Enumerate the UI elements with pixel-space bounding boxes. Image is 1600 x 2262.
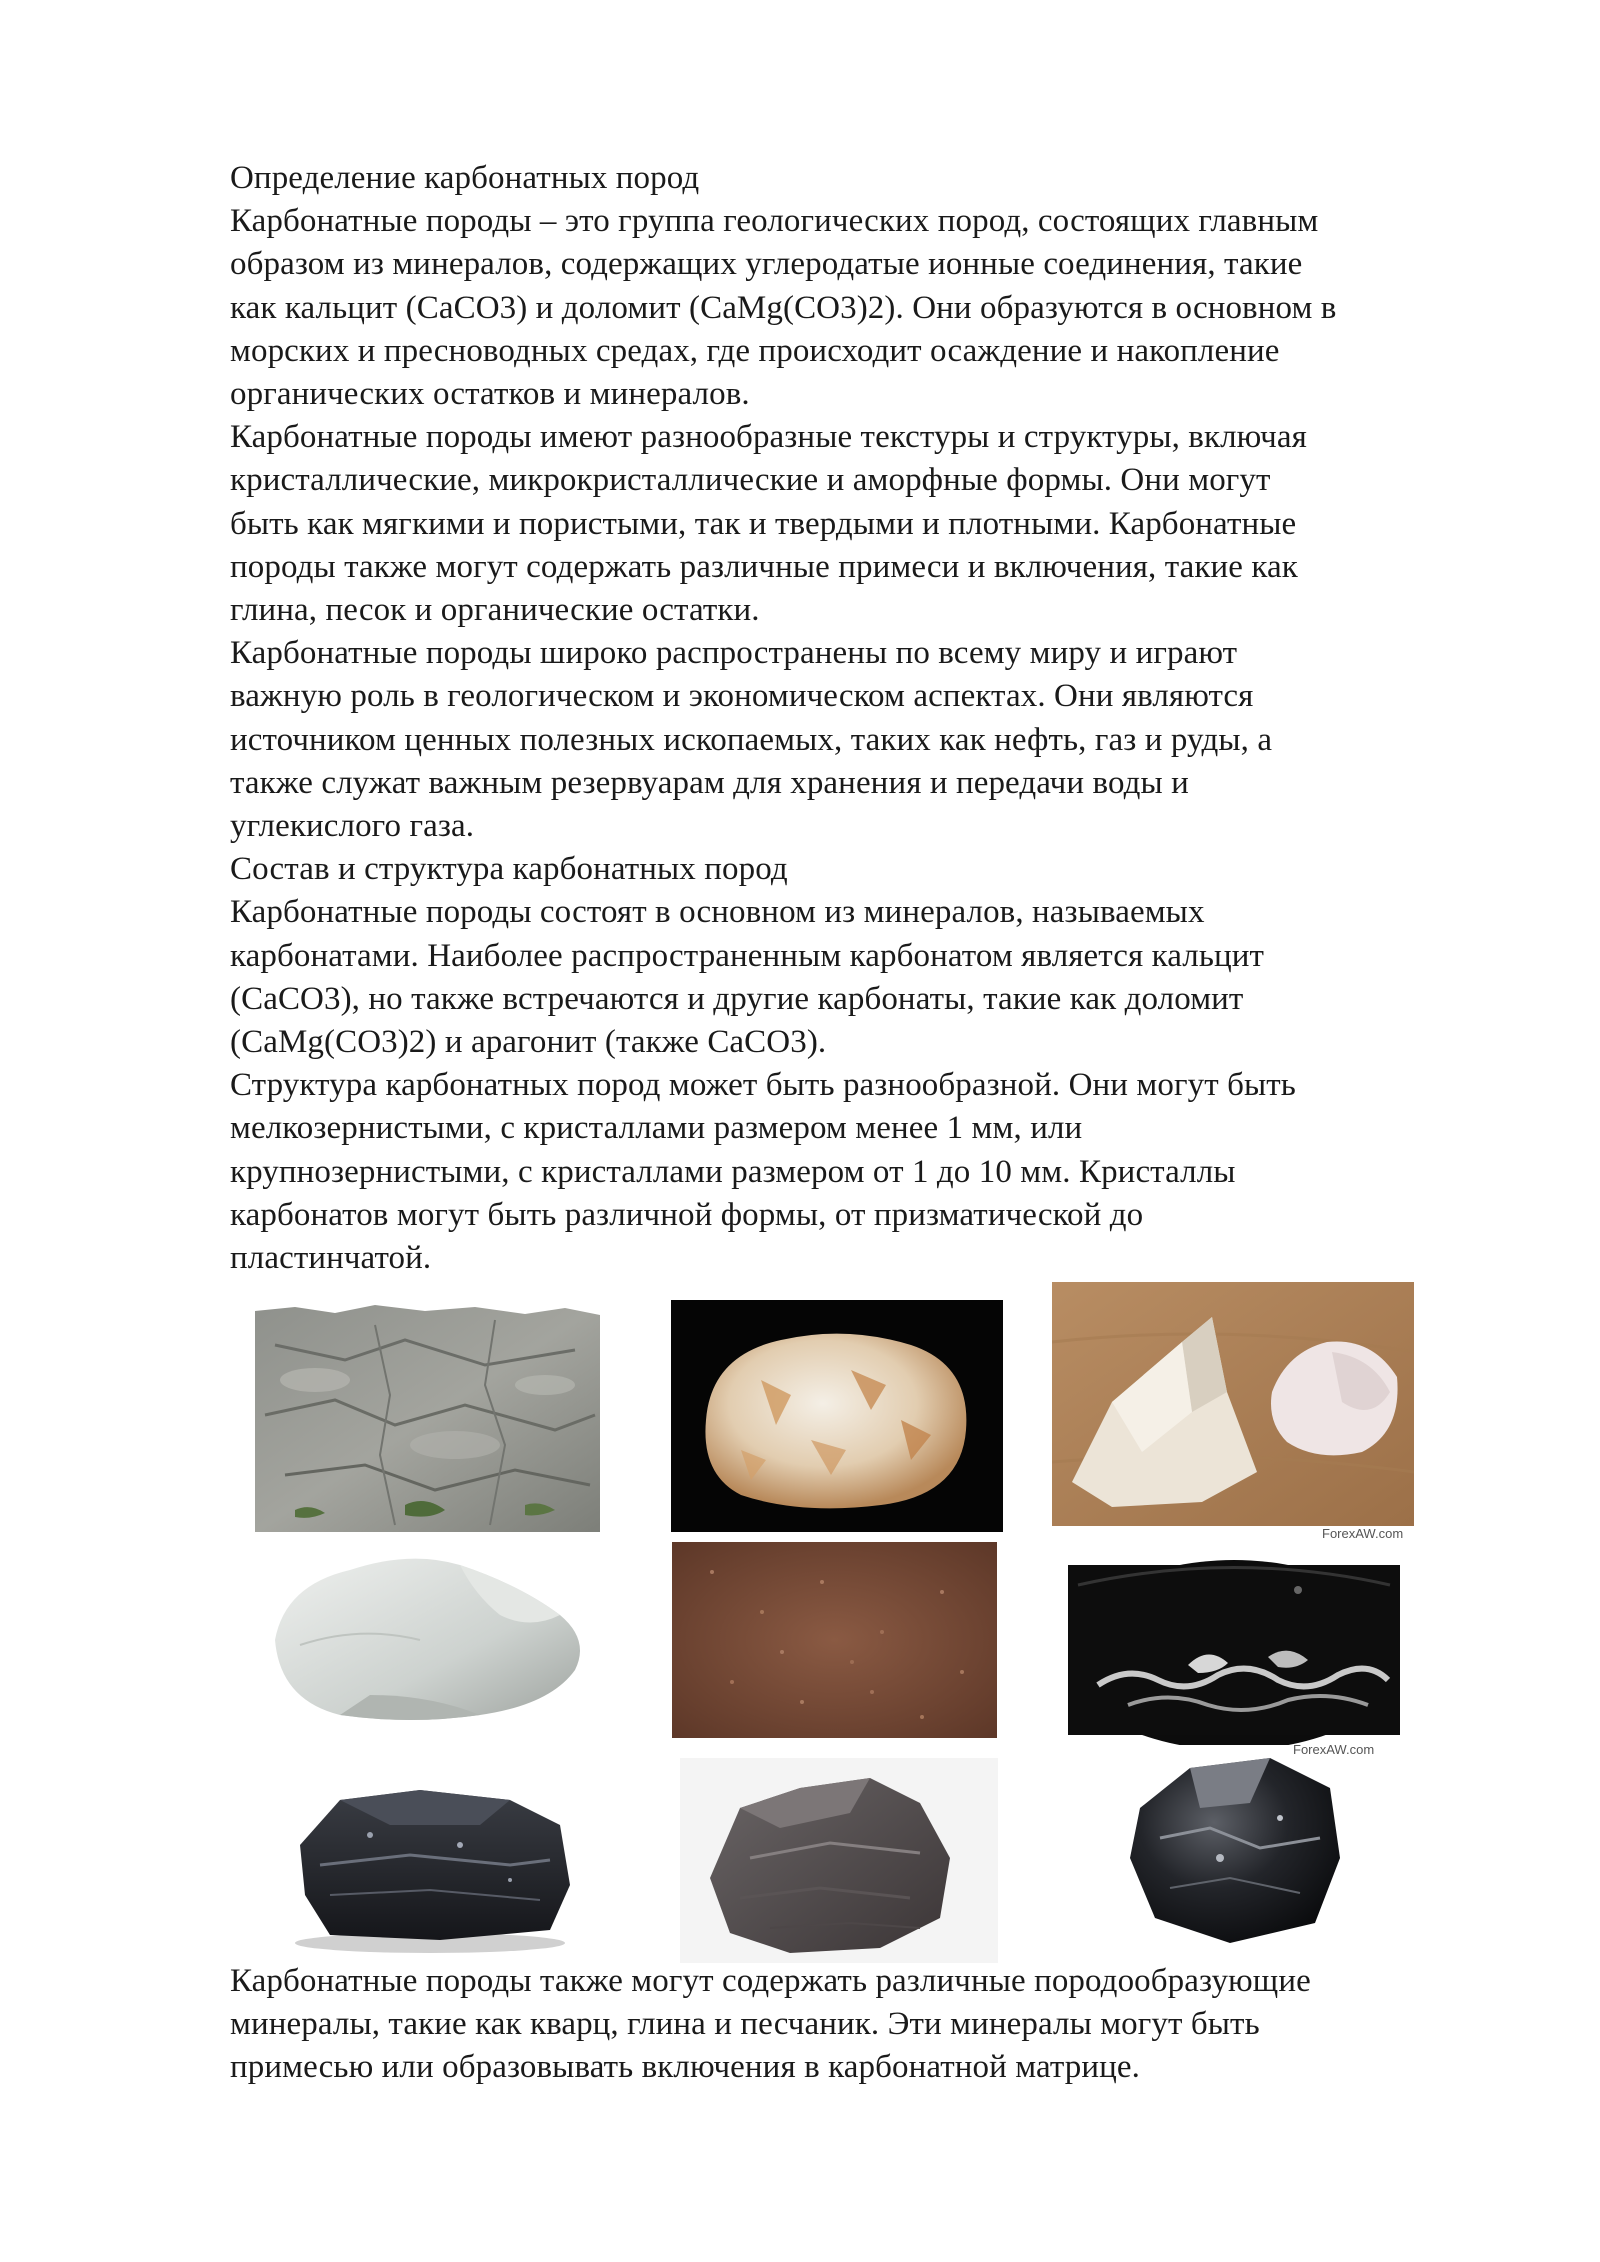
text-line: минералы, такие как кварц, глина и песчаник. Эти минералы могут быть — [230, 2006, 1260, 2043]
limestone-cliff-photo — [255, 1305, 600, 1532]
body-text-top — [230, 157, 1530, 1280]
coal-lump-photo — [280, 1765, 580, 1955]
text-line: Карбонатные породы широко распространены по всему миру и играют — [230, 635, 1238, 672]
text-line: кристаллические, микрокристаллические и аморфные формы. Они могут — [230, 462, 1271, 499]
calcite-crystal-photo — [671, 1300, 1003, 1532]
text-line: быть как мягкими и пористыми, так и твердыми и плотными. Карбонатные — [230, 505, 1297, 542]
text-line: пластинчатой. — [230, 1240, 432, 1277]
text-line: (CaCO3), но также встречаются и другие карбонаты, такие как доломит — [230, 980, 1244, 1017]
text-line: крупнозернистыми, с кристаллами размером от 1 до 10 мм. Кристаллы — [230, 1153, 1236, 1190]
text-line: образом из минералов, содержащих углеродатые ионные соединения, такие — [230, 246, 1303, 283]
text-line: морских и пресноводных средах, где происходит осаждение и накопление — [230, 332, 1280, 369]
text-line: мелкозернистыми, с кристаллами размером менее 1 мм, или — [230, 1110, 1083, 1147]
chalk-pieces-photo — [1052, 1282, 1414, 1526]
watermark-label: ForexAW.com — [1322, 1526, 1404, 1541]
text-line: карбонатов могут быть различной формы, от призматической до — [230, 1196, 1144, 1233]
text-line: важную роль в геологическом и экономическом аспектах. Они являются — [230, 678, 1254, 715]
text-line: карбонатами. Наиболее распространенным карбонатом является кальцит — [230, 937, 1265, 974]
body-text-bottom — [230, 1960, 1530, 2090]
text-line: Карбонатные породы состоят в основном из минералов, называемых — [230, 894, 1205, 931]
heading-composition: Состав и структура карбонатных пород — [230, 851, 788, 888]
text-line: источником ценных полезных ископаемых, таких как нефть, газ и руды, а — [230, 721, 1273, 758]
text-line: Карбонатные породы имеют разнообразные текстуры и структуры, включая — [230, 419, 1307, 456]
heading-definition: Определение карбонатных пород — [230, 160, 700, 196]
text-line: Карбонатные породы – это группа геологических пород, состоящих главным — [230, 203, 1319, 240]
text-line: как кальцит (CaCO3) и доломит (CaMg(CO3)2). Они образуются в основном в — [230, 289, 1337, 326]
text-line: глина, песок и органические остатки. — [230, 592, 760, 629]
watermark-label: ForexAW.com — [1293, 1742, 1375, 1757]
text-line: примесью или образовывать включения в карбонатной матрице. — [230, 2049, 1141, 2086]
text-line: (CaMg(CO3)2) и арагонит (также CaCO3). — [230, 1024, 827, 1061]
oil-splash-photo — [1068, 1545, 1400, 1745]
text-line: Карбонатные породы также могут содержать различные породообразующие — [230, 1963, 1311, 1999]
sandstone-texture-photo — [672, 1542, 997, 1738]
text-line: Структура карбонатных пород может быть разнообразной. Они могут быть — [230, 1067, 1296, 1104]
anthracite-coal-photo — [1120, 1748, 1350, 1948]
dolomite-rock-photo — [260, 1545, 595, 1735]
text-line: также служат важным резервуарам для хранения и передачи воды и — [230, 764, 1189, 801]
text-line: органических остатков и минералов. — [230, 376, 750, 413]
text-line: углекислого газа. — [230, 808, 475, 845]
shale-rock-photo — [680, 1758, 998, 1963]
text-line: породы также могут содержать различные примеси и включения, такие как — [230, 548, 1298, 585]
